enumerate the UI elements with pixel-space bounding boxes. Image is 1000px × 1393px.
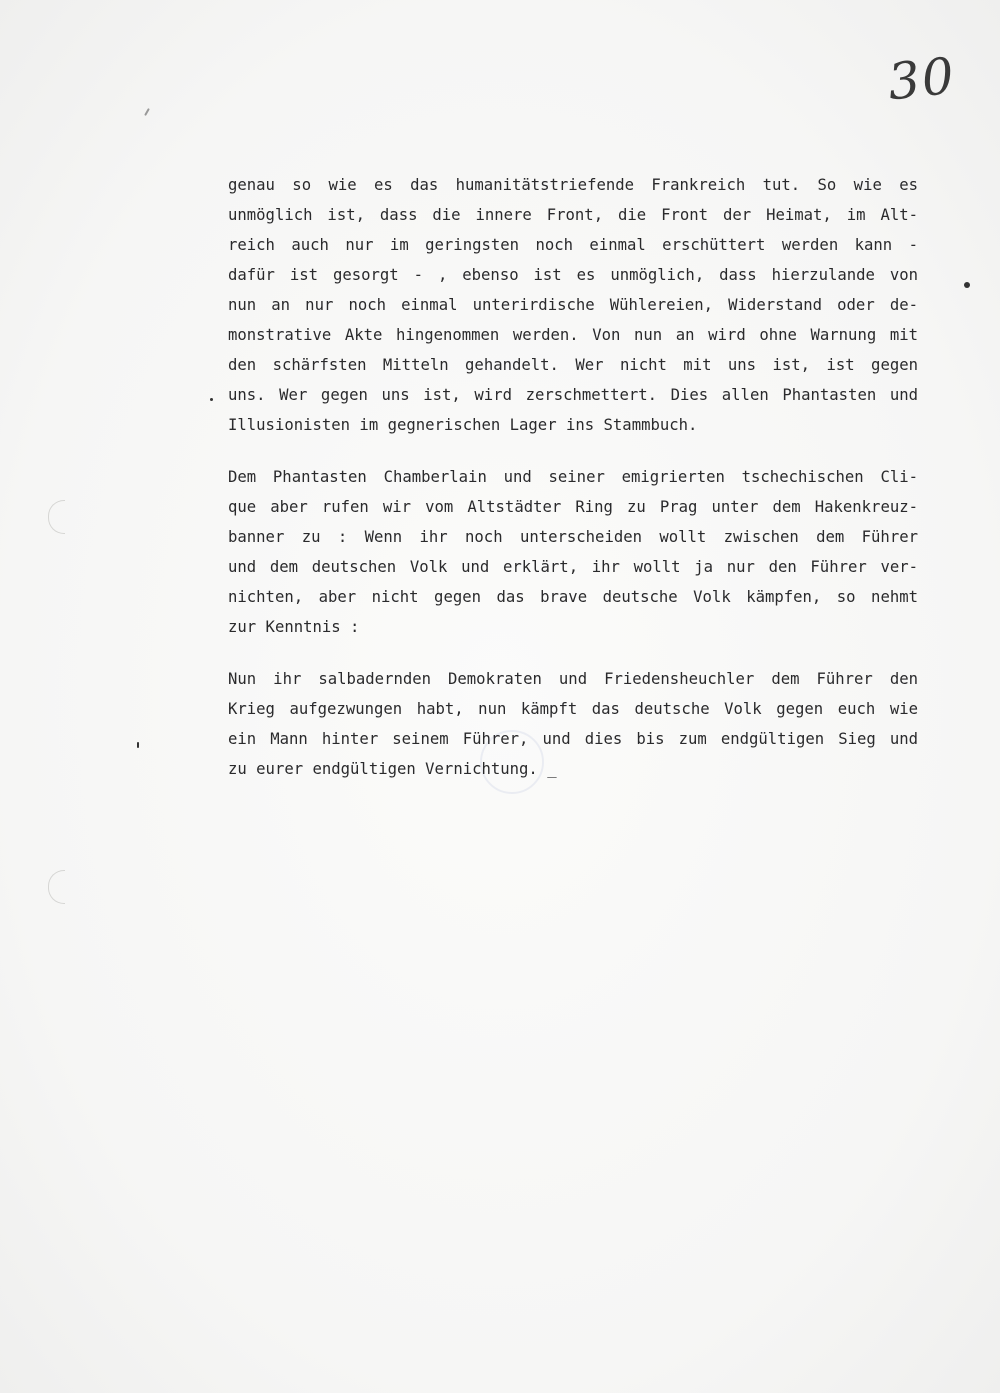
text-line: zu eurer endgültigen Vernichtung. _ (228, 760, 557, 778)
paragraph-1 (228, 170, 918, 440)
punch-hole-top (48, 500, 65, 534)
ink-speck (137, 742, 139, 748)
text-line: Illusionisten im gegnerischen Lager ins Stammbuch. (228, 416, 698, 434)
text-line: uns. Wer gegen uns ist, wird zerschmettert. Dies allen Phantasten und (228, 386, 918, 404)
typed-text-body (228, 170, 918, 806)
text-line: dafür ist gesorgt - , ebenso ist es unmöglich, dass hierzulande von (228, 266, 918, 284)
text-line: Dem Phantasten Chamberlain und seiner emigrierten tschechischen Cli- (228, 468, 918, 486)
text-line: genau so wie es das humanitätstriefende Frankreich tut. So wie es (228, 176, 918, 194)
text-line: nichten, aber nicht gegen das brave deutsche Volk kämpfen, so nehmt (228, 588, 918, 606)
text-line: que aber rufen wir vom Altstädter Ring zu Prag unter dem Hakenkreuz- (228, 498, 918, 516)
handwritten-page-number: 30 (885, 46, 959, 112)
ink-speck (144, 108, 150, 116)
text-line: zur Kenntnis : (228, 618, 360, 636)
text-line: reich auch nur im geringsten noch einmal erschüttert werden kann - (228, 236, 918, 254)
text-line: Krieg aufgezwungen habt, nun kämpft das deutsche Volk gegen euch wie (228, 700, 918, 718)
paragraph-3 (228, 664, 918, 784)
text-line: banner zu : Wenn ihr noch unterscheiden wollt zwischen dem Führer (228, 528, 918, 546)
text-line: unmöglich ist, dass die innere Front, die Front der Heimat, im Alt- (228, 206, 918, 224)
ink-speck (964, 282, 970, 288)
text-line: Nun ihr salbadernden Demokraten und Friedensheuchler dem Führer den (228, 670, 918, 688)
text-line: den schärfsten Mitteln gehandelt. Wer nicht mit uns ist, ist gegen (228, 356, 918, 374)
text-line: und dem deutschen Volk und erklärt, ihr wollt ja nur den Führer ver- (228, 558, 918, 576)
text-line: nun an nur noch einmal unterirdische Wühlereien, Widerstand oder de- (228, 296, 918, 314)
paragraph-2 (228, 462, 918, 642)
text-line: ein Mann hinter seinem Führer, und dies bis zum endgültigen Sieg und (228, 730, 918, 748)
ink-speck (210, 398, 213, 401)
punch-hole-bottom (48, 870, 65, 904)
text-line: monstrative Akte hingenommen werden. Von nun an wird ohne Warnung mit (228, 326, 918, 344)
